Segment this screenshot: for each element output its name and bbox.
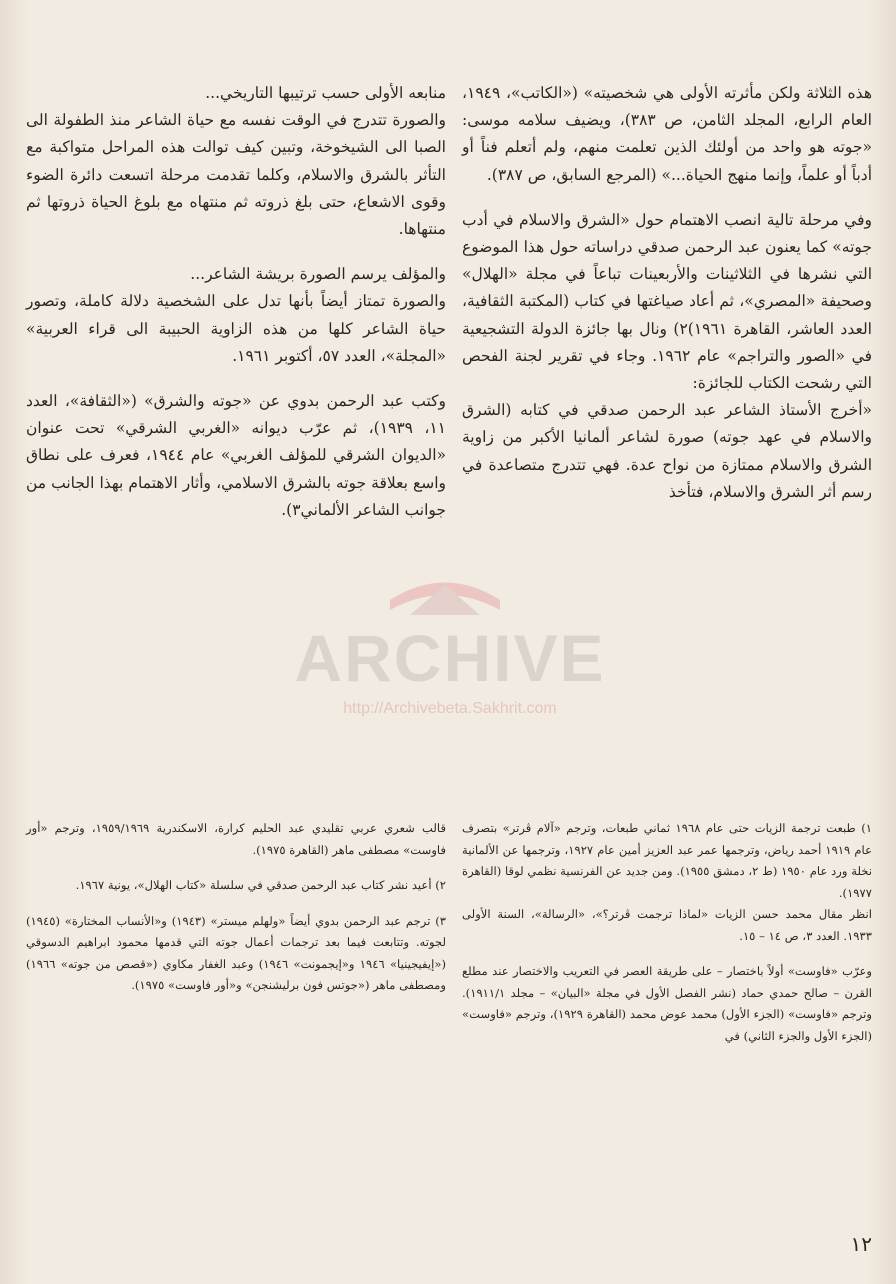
quoted-paragraph: «أخرج الأستاذ الشاعر عبد الرحمن صدقي في كتابه (الشرق والاسلام في عهد جوته) صورة لشاعر ألمانيا الأكبر من زاوية الشرق والاسلام ممتازة من نواح عدة. فهي تتدرج متصاعدة في رسم أثر الشرق والاسلام، فتأخذ [462, 401, 872, 501]
paragraph: هذه الثلاثة ولكن مأثرته الأولى هي شخصيته» («الكاتب»، ١٩٤٩، العام الرابع، المجلد الثامن، ص ٣٨٣)، ويضيف سلامه موسى: «جوته هو واحد من أولئك الذين تعلمت منهم، ولم أتعلم فناً أو أدباً أو علماً، وإنما منهج الحياة...» (المرجع السابق، ص ٣٨٧). [462, 84, 872, 184]
paragraph: وفي مرحلة تالية انصب الاهتمام حول «الشرق والاسلام في أدب جوته» كما يعنون عبد الرحمن صدقي دراساته حول هذا الموضوع التي نشرها في الثلاثينات والأربعينات تباعاً في مجلة «الهلال» وصحيفة «المصري»، ثم أعاد صياغتها في كتاب (المكتبة الثقافية، العدد العاشر، القاهرة ١٩٦١)٢) ونال بها جائزة الدولة التشجيعية في «الصور والتراجم» عام ١٩٦٢. وجاء في تقرير لجنة الفحص التي رشحت الكتاب للجائزة: [462, 210, 873, 393]
right-text-column [462, 80, 872, 506]
footnotes-left [26, 818, 446, 997]
footnote: قالب شعري عربي تقليدي عبد الحليم كرارة، الاسكندرية ١٩٥٩/١٩٦٩، وترجم «أور فاوست» مصطفى ماهر (القاهرة ١٩٧٥). [26, 821, 447, 857]
archive-watermark [280, 560, 620, 730]
footnote: ٣) ترجم عبد الرحمن بدوي أيضاً «ولهلم ميستر» (١٩٤٣) و«الأنساب المختارة» (١٩٤٥) لجوته. وتتابعت فيما بعد ترجمات أعمال جوته التي قدمها محمود ابراهيم الدسوقي («إيفيجينيا» ١٩٤٦ و«إيجمونت» ١٩٤٦) وعبد الغفار مكاوي («قصص من جوته» ١٩٦٦) ومصطفى ماهر («جوتس فون برليشنجن» و«أور فاوست» ١٩٧٥). [26, 913, 446, 992]
paragraph: والصورة تمتاز أيضاً بأنها تدل على الشخصية دلالة كاملة، وتصور حياة الشاعر كلها من هذه الزاوية الحبيبة الى قراء العربية» «المجلة»، العدد ٥٧، أكتوبر ١٩٦١. [26, 292, 446, 365]
page-number: ١٢ [850, 1232, 872, 1256]
footnote: ١) طبعت ترجمة الزيات حتى عام ١٩٦٨ ثماني طبعات، وترجم «آلام ڤرتر» بتصرف عام ١٩١٩ أحمد رياض، وترجمها عمر عبد العزيز أمين عام ١٩٢٧، وترجمها عن الألمانية نخلة ورد عام ١٩٥٠ (ط ٢، دمشق ١٩٥٥). ومن جديد عن الفرنسية نظمي لوقا (القاهرة ١٩٧٧). [462, 821, 872, 900]
footnote: انظر مقال محمد حسن الزيات «لماذا ترجمت ڤرتر؟»، «الرسالة»، السنة الأولى ١٩٣٣. العدد ٣، ص ١٤ – ١٥. [462, 907, 872, 943]
left-text-column [26, 80, 446, 524]
watermark-url: http://Archivebeta.Sakhrit.com [343, 700, 557, 717]
paragraph: وكتب عبد الرحمن بدوي عن «جوته والشرق» («الثقافة»، العدد ١١، ١٩٣٩)، ثم عرّب ديوانه «الغربي الشرقي» تحت عنوان «الديوان الشرقي للمؤلف الغربي» عام ١٩٤٤، فعرف على نطاق واسع بعلاقة جوته بالشرق الاسلامي، وأثار الاهتمام بهذا الجانب من جوانب الشاعر الألماني٣). [26, 392, 447, 519]
footnote: ٢) أعيد نشر كتاب عبد الرحمن صدقي في سلسلة «كتاب الهلال»، يونية ١٩٦٧. [75, 878, 446, 892]
paragraph: منابعه الأولى حسب ترتيبها التاريخي... [205, 84, 446, 102]
paragraph: والصورة تتدرج في الوقت نفسه مع حياة الشاعر منذ الطفولة الى الصبا الى الشيخوخة، وتبين كيف توالت هذه المراحل متواكبة مع التأثر بالشرق والاسلام، وكلما تقدمت مرحلة اتسعت دائرة الضوء وقوى الاشعاع، حتى بلغ ذروته ثم منتهاه مع بلوغ الحياة ذروتها ثم منتهاها. [26, 111, 446, 239]
watermark-text: ARCHIVE [294, 621, 606, 695]
footnote: وعرّب «فاوست» أولاً باختصار – على طريقة العصر في التعريب والاختصار عند مطلع القرن – صالح حمدي حماد (نشر الفصل الأول في مجلة «البيان» – مجلد ١٩١١/١). وترجم «فاوست» (الجزء الأول) محمد عوض محمد (القاهرة ١٩٢٩)، وترجم «فاوست» (الجزء الأول والجزء الثاني) في [462, 964, 872, 1043]
footnotes-right [462, 818, 872, 1047]
paragraph: والمؤلف يرسم الصورة بريشة الشاعر... [190, 265, 446, 284]
